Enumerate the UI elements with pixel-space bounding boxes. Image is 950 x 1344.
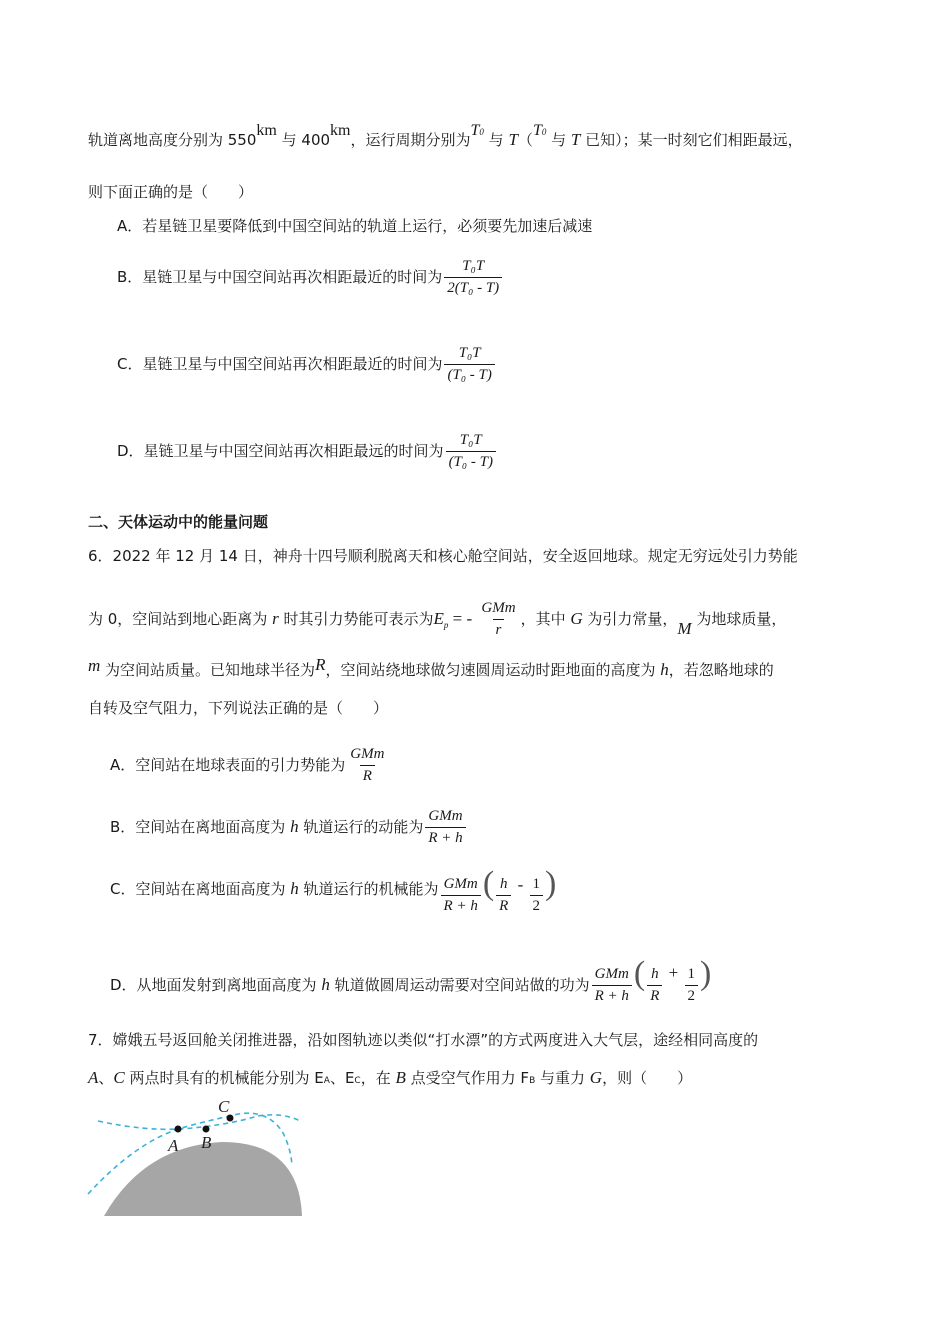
q6-line1: 6．2022 年 12 月 14 日，神舟十四号顺利脱离天和核心舱空间站，安全返回地球。规定无穷远处引力势能 (88, 547, 798, 565)
q7-line2: A、C 两点时具有的机械能分别为 EA、EC，在 B 点受空气作用力 FB 与重力 G，则（ ） (88, 1068, 693, 1087)
var-T0: T0 (470, 122, 484, 139)
q6-option-a: A．空间站在地球表面的引力势能为 $\frac{\text{GMm}}{R}$ (110, 746, 389, 785)
section-heading: 二、天体运动中的能量问题 (88, 513, 269, 531)
q6-option-b: B．空间站在离地面高度为 h 轨道运行的动能为 $\frac{\text{GMm}}{R + h}$ (110, 808, 468, 847)
atmosphere-boundary (98, 1115, 302, 1129)
fraction: $\frac{\text{T₀T}}{\text{2(T₀ - T)}}$ (444, 258, 502, 297)
q6-option-d: D．从地面发射到离地面高度为 h 轨道做圆周运动需要对空间站做的功为 $\frac{\text{GMm}}{R + h}$ ( $\frac{h}{R}$ + $\frac{1}{2}$ ) (110, 954, 712, 1004)
fraction: $\frac{\text{T₀T}}{\text{(T₀ - T)}}$ (446, 432, 496, 471)
q5-line2: 则下面正确的是（ ） (88, 183, 254, 201)
fraction: $\frac{\text{GMm}}{r}$ (481, 600, 516, 638)
point-b-label: B (201, 1133, 212, 1152)
fraction: $\frac{\text{GMm}}{R + h}$ (592, 966, 632, 1005)
fraction: $\frac{\text{GMm}}{R}$ (350, 746, 385, 784)
q5-option-a: A．若星链卫星要降低到中国空间站的轨道上运行，必须要先加速后减速 (117, 217, 593, 235)
q6-line4: 自转及空气阻力，下列说法正确的是（ ） (88, 699, 389, 717)
fraction: $\frac{\text{GMm}}{R + h}$ (441, 876, 481, 915)
q6-line2: 为 0，空间站到地心距离为 r 时其引力势能可表示为$E_p$ = - $\frac{\text{GMm}}{r}$ ，其中 G 为引力常量，M 为地球质量， (88, 600, 787, 638)
q5-line1: 轨道离地高度分别为 550km 与 400km，运行周期分别为T0 与 T（T0 与 T 已知）；某一时刻它们相距最远， (88, 122, 803, 149)
q6-line3: m 为空间站质量。已知地球半径为R，空间站绕地球做匀速圆周运动时距地面的高度为 h，若忽略地球的 (88, 655, 774, 679)
fraction: $\frac{\text{T₀T}}{\text{(T₀ - T)}}$ (444, 345, 494, 384)
q7-line1: 7．嫦娥五号返回舱关闭推进器，沿如图轨迹以类似“打水漂”的方式两度进入大气层，途经相同高度的 (88, 1031, 759, 1049)
q6-option-c: C．空间站在离地面高度为 h 轨道运行的机械能为 $\frac{\text{GMm}}{R + h}$ ( $\frac{h}{R}$ - $\frac{1}{2}$ ) (110, 864, 557, 914)
point-a-label: A (168, 1136, 179, 1155)
var-Ep: $E_p$ (433, 609, 449, 630)
trajectory-figure (84, 1096, 308, 1220)
fraction: $\frac{\text{GMm}}{R + h}$ (425, 808, 465, 847)
point-b-marker (203, 1126, 210, 1133)
q5-option-b: B．星链卫星与中国空间站再次相距最近的时间为 $\frac{\text{T₀T}}{\text{2(T₀ - T)}}$ (117, 258, 504, 297)
q5-option-c: C．星链卫星与中国空间站再次相距最近的时间为 $\frac{\text{T₀T}}{\text{(T₀ - T)}}$ (117, 345, 497, 384)
q5-option-d: D．星链卫星与中国空间站再次相距最远的时间为 $\frac{\text{T₀T}}{\text{(T₀ - T)}}$ (117, 432, 498, 471)
point-c-label: C (218, 1097, 230, 1116)
earth-surface (104, 1142, 302, 1216)
point-a-marker (175, 1126, 182, 1133)
var-T0: T0 (532, 122, 547, 139)
